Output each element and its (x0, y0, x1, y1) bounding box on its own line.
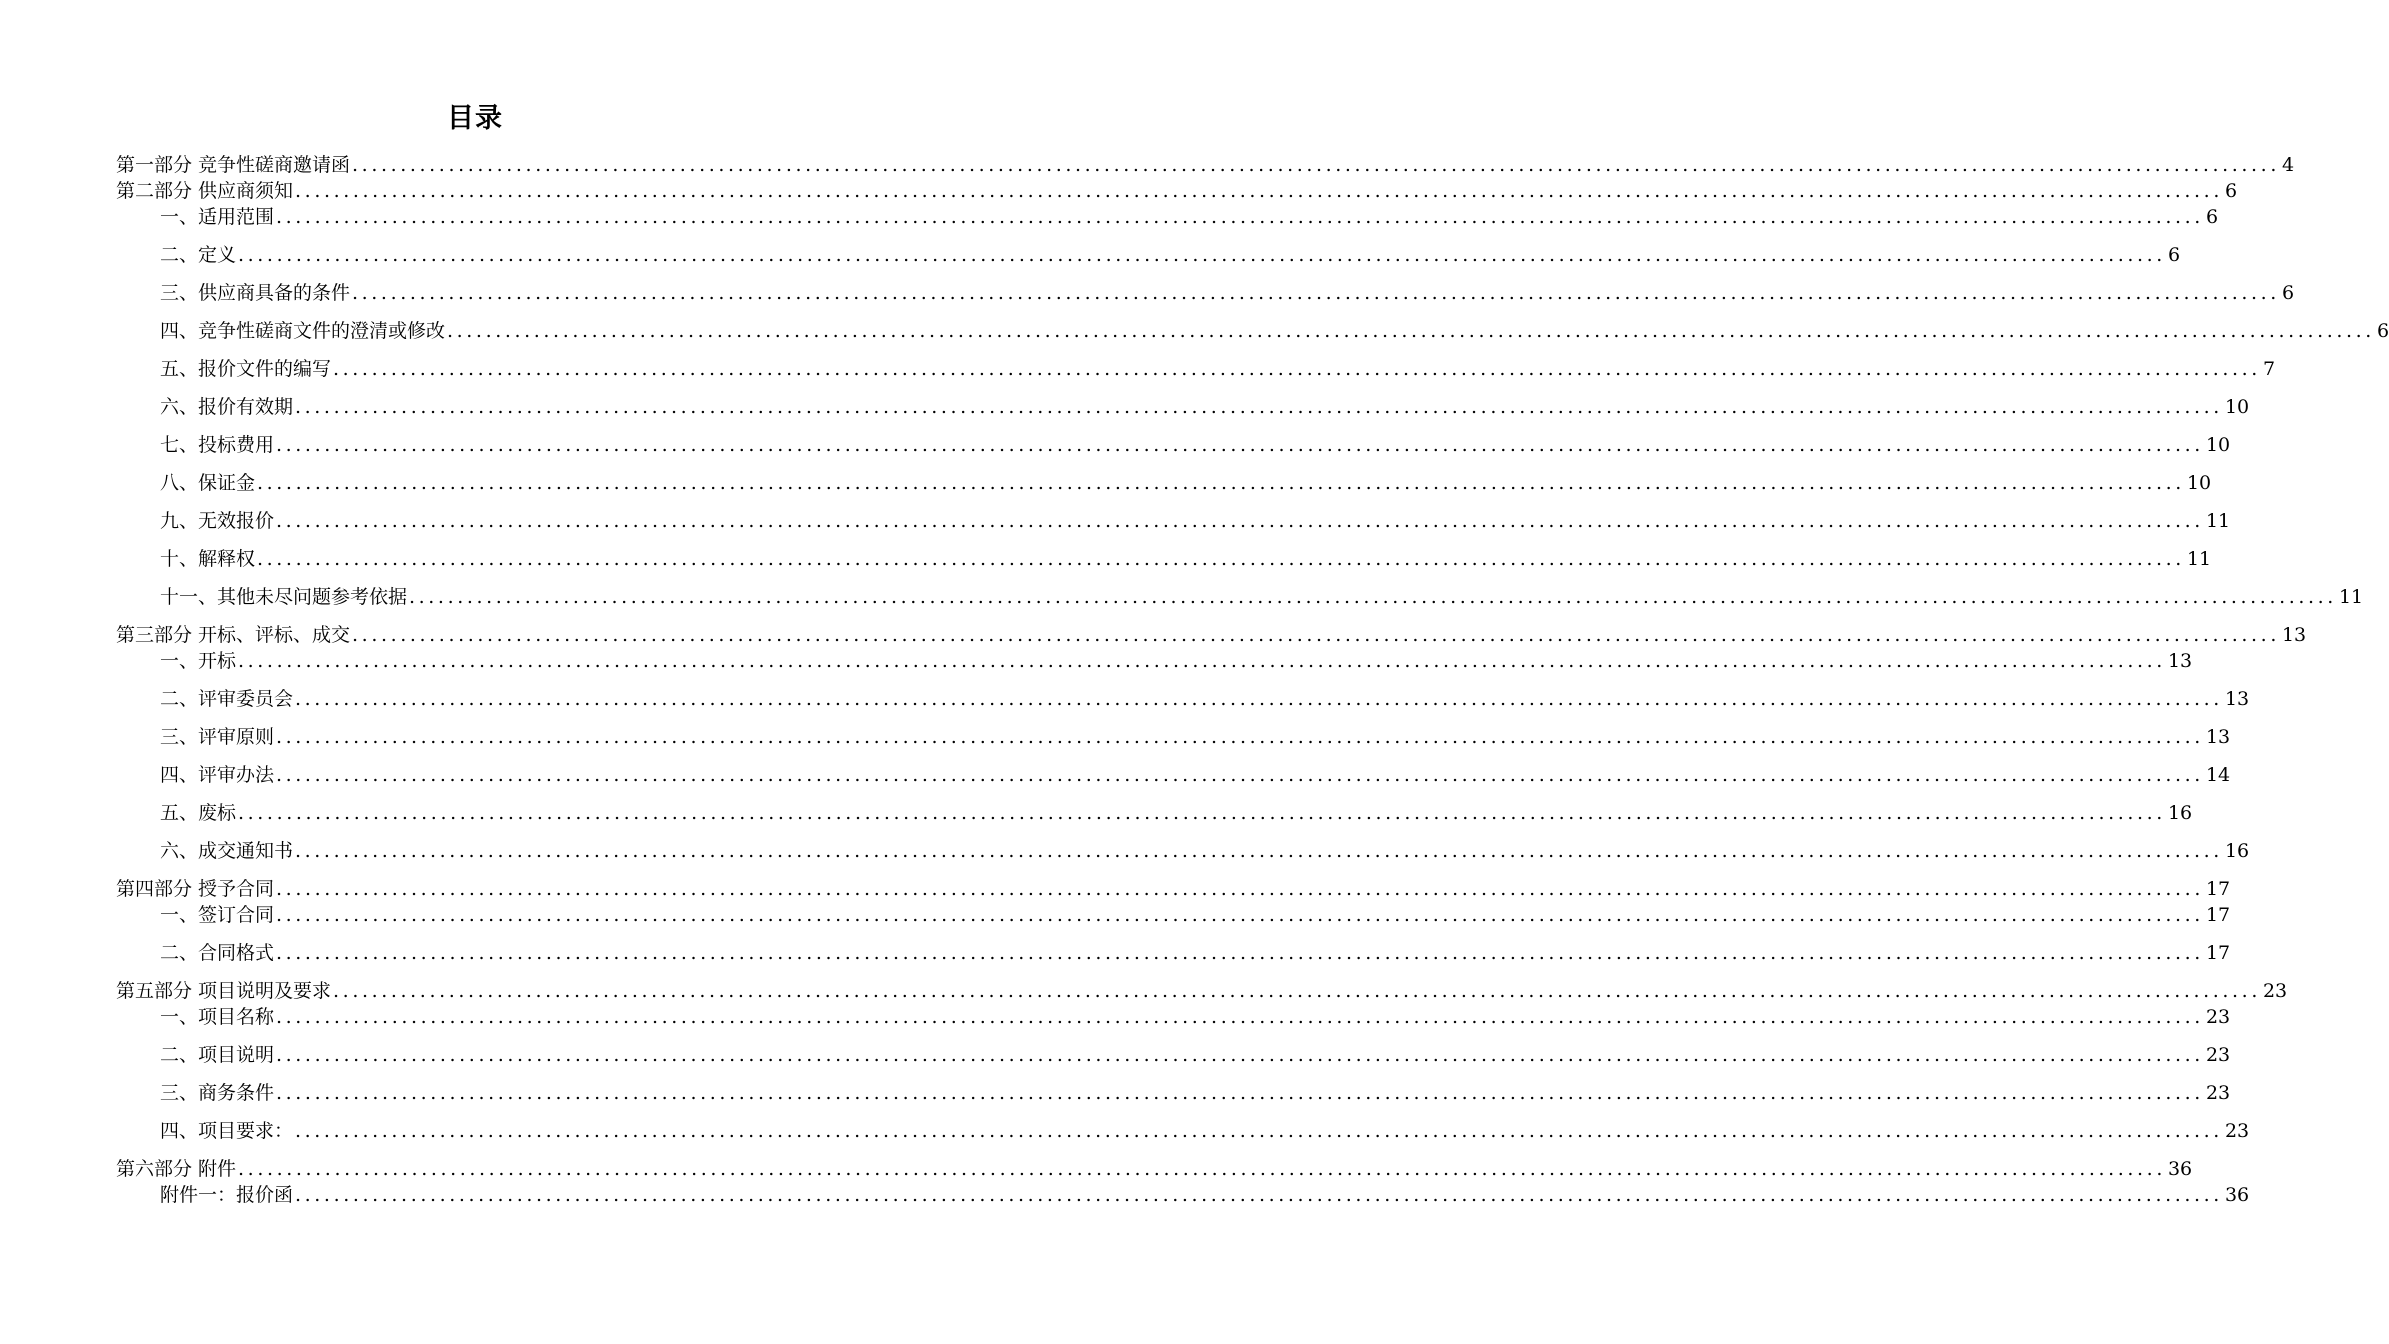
toc-page-number: 7 (2262, 358, 2276, 380)
toc-entry[interactable] (160, 544, 2212, 571)
dot-leader: ........................................................................................................................................................................................................ (409, 586, 2337, 608)
dot-leader: ........................................................................................................................................................................................................ (238, 244, 2166, 266)
toc-entry[interactable] (160, 900, 2231, 927)
toc-entry[interactable] (160, 836, 2250, 863)
toc-entry-label: 四、项目要求： (160, 1120, 294, 1142)
toc-entry[interactable] (116, 976, 2288, 1003)
dot-leader: ........................................................................................................................................................................................................ (276, 726, 2204, 748)
toc-page-number: 23 (2262, 980, 2288, 1002)
toc-page-number: 6 (2376, 320, 2389, 342)
toc-entry-label: 二、定义 (160, 244, 237, 266)
toc-page-number: 17 (2205, 904, 2231, 926)
toc-entry[interactable] (116, 620, 2307, 647)
toc-page-number: 6 (2205, 206, 2219, 228)
toc-page-number: 16 (2224, 840, 2250, 862)
toc-entry[interactable] (160, 646, 2193, 673)
dot-leader: ........................................................................................................................................................................................................ (276, 1006, 2204, 1028)
toc-entry-label: 二、评审委员会 (160, 688, 294, 710)
dot-leader: ........................................................................................................................................................................................................ (238, 650, 2166, 672)
toc-entry[interactable] (116, 874, 2231, 901)
dot-leader: ........................................................................................................................................................................................................ (295, 840, 2223, 862)
toc-entry-label: 八、保证金 (160, 472, 256, 494)
toc-entry[interactable] (160, 392, 2250, 419)
toc-page-number: 36 (2167, 1158, 2193, 1180)
dot-leader: ........................................................................................................................................................................................................ (295, 180, 2223, 202)
toc-entry[interactable] (160, 1002, 2231, 1029)
toc-page-number: 17 (2205, 878, 2231, 900)
toc-entry-label: 附件一：报价函 (160, 1184, 294, 1206)
toc-page-number: 23 (2205, 1044, 2231, 1066)
toc-page-number: 11 (2338, 586, 2364, 608)
dot-leader: ........................................................................................................................................................................................................ (352, 282, 2280, 304)
toc-entry-label: 七、投标费用 (160, 434, 275, 456)
toc-page-number: 23 (2205, 1082, 2231, 1104)
dot-leader: ........................................................................................................................................................................................................ (333, 980, 2261, 1002)
toc-entry[interactable] (160, 1040, 2231, 1067)
toc-entry[interactable] (160, 354, 2276, 381)
dot-leader: ........................................................................................................................................................................................................ (257, 472, 2185, 494)
dot-leader: ........................................................................................................................................................................................................ (295, 396, 2223, 418)
toc-page-number: 17 (2205, 942, 2231, 964)
dot-leader: ........................................................................................................................................................................................................ (238, 1158, 2166, 1180)
toc-page-number: 11 (2205, 510, 2231, 532)
toc-page-number: 23 (2224, 1120, 2250, 1142)
toc-entry[interactable] (160, 798, 2193, 825)
toc-entry-label: 九、无效报价 (160, 510, 275, 532)
toc-entry[interactable] (160, 1180, 2250, 1207)
toc-entry-label: 六、报价有效期 (160, 396, 294, 418)
toc-page-number: 36 (2224, 1184, 2250, 1206)
toc-entry[interactable] (160, 430, 2231, 457)
toc-entry-label: 第五部分 项目说明及要求 (116, 980, 332, 1002)
toc-entry-label: 一、项目名称 (160, 1006, 275, 1028)
toc-entry[interactable] (160, 582, 2364, 609)
toc-page-number: 6 (2224, 180, 2238, 202)
toc-page-number: 10 (2224, 396, 2250, 418)
dot-leader: ........................................................................................................................................................................................................ (276, 510, 2204, 532)
dot-leader: ........................................................................................................................................................................................................ (333, 358, 2261, 380)
toc-entry-label: 二、合同格式 (160, 942, 275, 964)
toc-entry-label: 六、成交通知书 (160, 840, 294, 862)
toc-page-number: 13 (2205, 726, 2231, 748)
toc-entry-label: 第六部分 附件 (116, 1158, 237, 1180)
toc-entry-label: 三、评审原则 (160, 726, 275, 748)
dot-leader: ........................................................................................................................................................................................................ (447, 320, 2375, 342)
dot-leader: ........................................................................................................................................................................................................ (257, 548, 2185, 570)
toc-page-number: 6 (2281, 282, 2295, 304)
toc-page-number: 13 (2167, 650, 2193, 672)
toc-entry-label: 二、项目说明 (160, 1044, 275, 1066)
toc-entry-label: 四、评审办法 (160, 764, 275, 786)
toc-entry-label: 三、商务条件 (160, 1082, 275, 1104)
toc-entry[interactable] (116, 150, 2295, 177)
toc-entry-label: 五、废标 (160, 802, 237, 824)
toc-entry-label: 十、解释权 (160, 548, 256, 570)
toc-entry-label: 一、开标 (160, 650, 237, 672)
toc-entry[interactable] (160, 240, 2181, 267)
toc-entry-label: 四、竞争性磋商文件的澄清或修改 (160, 320, 446, 342)
toc-entry-label: 第一部分 竞争性磋商邀请函 (116, 154, 351, 176)
toc-entry[interactable] (160, 468, 2212, 495)
toc-entry-label: 十一、其他未尽问题参考依据 (160, 586, 408, 608)
toc-entry[interactable] (160, 760, 2231, 787)
dot-leader: ........................................................................................................................................................................................................ (276, 878, 2204, 900)
toc-page-number: 16 (2167, 802, 2193, 824)
toc-title: 目录 (447, 103, 503, 134)
dot-leader: ........................................................................................................................................................................................................ (276, 942, 2204, 964)
toc-page-number: 13 (2281, 624, 2307, 646)
toc-entry-label: 第二部分 供应商须知 (116, 180, 294, 202)
dot-leader: ........................................................................................................................................................................................................ (295, 1120, 2223, 1142)
toc-entry[interactable] (160, 506, 2231, 533)
toc-page-number: 4 (2281, 154, 2295, 176)
toc-entry-label: 五、报价文件的编写 (160, 358, 332, 380)
toc-entry[interactable] (160, 1116, 2250, 1143)
toc-page-number: 10 (2205, 434, 2231, 456)
toc-entry[interactable] (160, 722, 2231, 749)
toc-entry-label: 一、适用范围 (160, 206, 275, 228)
toc-entry[interactable] (160, 202, 2219, 229)
toc-entry[interactable] (116, 1154, 2193, 1181)
toc-entry-label: 一、签订合同 (160, 904, 275, 926)
toc-entry[interactable] (160, 278, 2295, 305)
toc-page-number: 23 (2205, 1006, 2231, 1028)
dot-leader: ........................................................................................................................................................................................................ (352, 624, 2280, 646)
dot-leader: ........................................................................................................................................................................................................ (276, 764, 2204, 786)
toc-entry[interactable] (160, 684, 2250, 711)
dot-leader: ........................................................................................................................................................................................................ (295, 688, 2223, 710)
dot-leader: ........................................................................................................................................................................................................ (276, 1044, 2204, 1066)
dot-leader: ........................................................................................................................................................................................................ (295, 1184, 2223, 1206)
dot-leader: ........................................................................................................................................................................................................ (276, 904, 2204, 926)
toc-entry-label: 三、供应商具备的条件 (160, 282, 351, 304)
toc-page-number: 11 (2186, 548, 2212, 570)
dot-leader: ........................................................................................................................................................................................................ (276, 1082, 2204, 1104)
dot-leader: ........................................................................................................................................................................................................ (276, 206, 2204, 228)
dot-leader: ........................................................................................................................................................................................................ (352, 154, 2280, 176)
toc-entry[interactable] (116, 176, 2238, 203)
toc-entry[interactable] (160, 1078, 2231, 1105)
dot-leader: ........................................................................................................................................................................................................ (238, 802, 2166, 824)
toc-entry-label: 第四部分 授予合同 (116, 878, 275, 900)
toc-page-number: 14 (2205, 764, 2231, 786)
toc-page-number: 10 (2186, 472, 2212, 494)
toc-entry-label: 第三部分 开标、评标、成交 (116, 624, 351, 646)
toc-entry[interactable] (160, 316, 2389, 343)
dot-leader: ........................................................................................................................................................................................................ (276, 434, 2204, 456)
toc-page-number: 6 (2167, 244, 2181, 266)
toc-entry[interactable] (160, 938, 2231, 965)
toc-page-number: 13 (2224, 688, 2250, 710)
